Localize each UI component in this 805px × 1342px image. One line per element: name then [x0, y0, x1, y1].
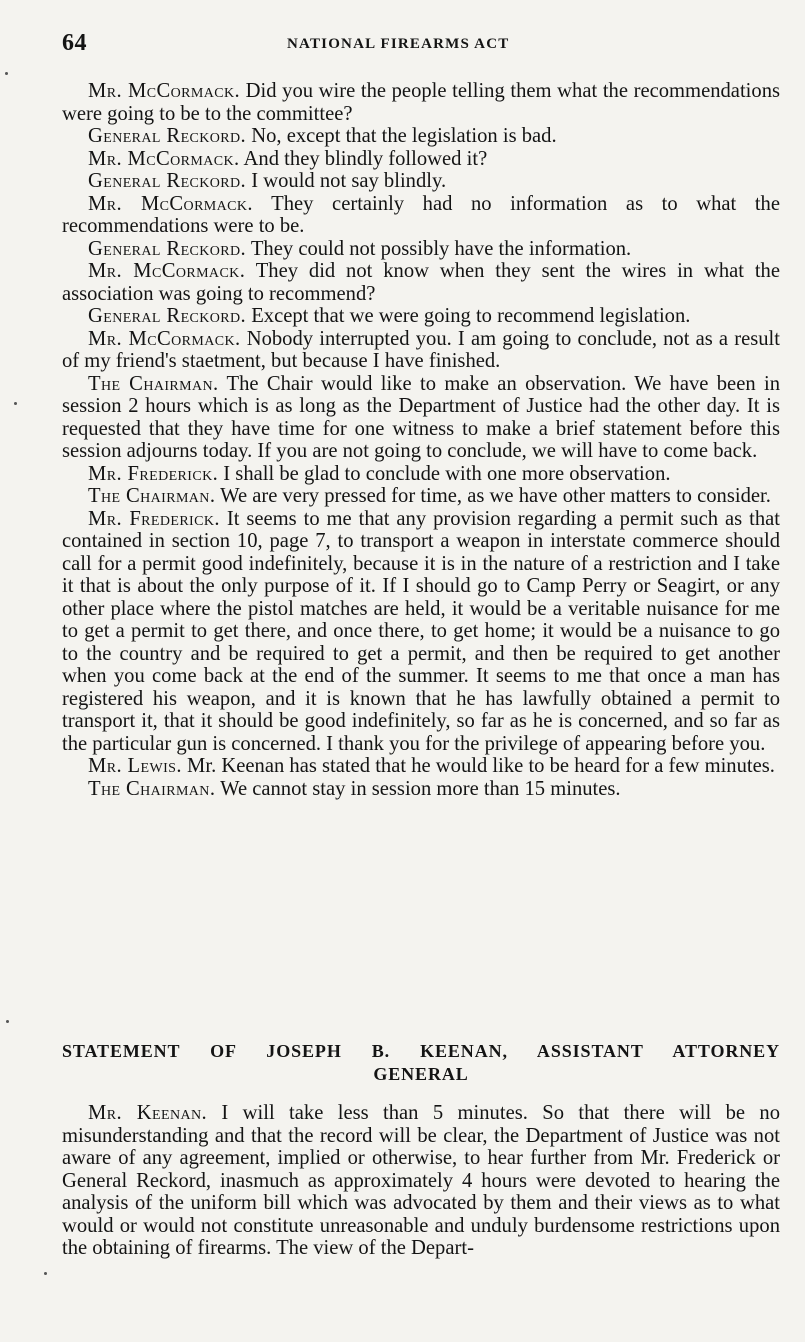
- paragraph: [62, 1102, 780, 1260]
- paragraph-text: Did you wire the people telling them what the recommendations were going to be to the committee?: [62, 80, 780, 125]
- paragraph: [62, 463, 780, 486]
- paragraph-text: Except that we were going to recommend legislation.: [246, 305, 691, 327]
- speaker-name: Mr. Lewis.: [88, 755, 182, 777]
- paragraph: [62, 755, 780, 778]
- paragraph-text: Nobody interrupted you. I am going to conclude, not as a result of my friend's staetment, but because I have finished.: [62, 327, 780, 372]
- paragraph-text: I shall be glad to conclude with one more observation.: [218, 462, 671, 485]
- running-title: NATIONAL FIREARMS ACT: [287, 36, 510, 52]
- paragraph: [62, 238, 780, 261]
- paragraph: [62, 193, 780, 238]
- paragraph-text: Mr. Keenan has stated that he would like to be heard for a few minutes.: [181, 755, 775, 777]
- speaker-name: Mr. McCormack.: [88, 80, 241, 102]
- paragraph-text: They certainly had no information as to what the recommendations were to be.: [62, 192, 780, 237]
- paragraph: [62, 485, 780, 508]
- running-head: [62, 30, 780, 58]
- paragraph: [62, 80, 780, 125]
- paragraph: [62, 260, 780, 305]
- paragraph: [62, 305, 780, 328]
- speaker-name: Mr. Frederick.: [88, 462, 219, 485]
- paragraph: [62, 508, 780, 756]
- scan-speck: [14, 402, 17, 405]
- section-heading-line: GENERAL: [373, 1064, 469, 1084]
- paragraph-text: The Chair would like to make an observation. We have been in session 2 hours which is as long as the Department of Justice had the other day. It is requested that they have time for one witness to make a brief statement before this session adjourns today. If you are not going to conclude, we will have to come back.: [62, 372, 780, 462]
- speaker-name: Mr. Keenan.: [88, 1102, 208, 1124]
- paragraph-text: I will take less than 5 minutes. So that there will be no misunderstanding and that the record will be clear, the Department of Justice was not aware of any agreement, implied or otherwise, to hear further from Mr. Frederick or General Reckord, inasmuch as approximately 4 hours were devoted to hearing the analysis of the uniform bill which was advocated by them and their views as to what would or would not constitute unreasonable and unduly burdensome restrictions upon the obtaining of firearms. The view of the Depart-: [62, 1102, 780, 1259]
- paragraph-text: We cannot stay in session more than 15 minutes.: [215, 777, 621, 800]
- paragraph-text: It seems to me that any provision regarding a permit such as that contained in section 10, page 7, to transport a weapon in interstate commerce should call for a permit good indefinitely, because it is in the nature of a restriction and I take it that is about the only purpose of it. If I should go to Camp Perry or Seagirt, or any other place where the pistol matches are held, it would be a veritable nuisance for me to get a permit to get there, and once there, to get home; it would be a nuisance to go to the country and be required to get a permit, and then be required to get another when you come back at the end of the summer. It seems to me that once a man has registered his weapon, and it is known that he has lawfully obtained a permit to transport it, that it should be good indefinitely, so far as he is concerned, and so far as the particular gun is concerned. I thank you for the privilege of appearing before you.: [62, 507, 780, 755]
- speaker-name: Mr. McCormack.: [88, 192, 253, 215]
- speaker-name: Mr. McCormack.: [88, 147, 240, 170]
- speaker-name: Mr. McCormack.: [88, 327, 241, 350]
- speaker-name: General Reckord.: [88, 125, 247, 147]
- speaker-name: The Chairman.: [88, 372, 219, 395]
- paragraph-text: We are very pressed for time, as we have other matters to consider.: [215, 485, 771, 507]
- speaker-name: General Reckord.: [88, 170, 247, 192]
- paragraph: [62, 125, 780, 148]
- speaker-name: The Chairman.: [88, 485, 216, 507]
- paragraph: [62, 373, 780, 463]
- paragraph: [62, 170, 780, 193]
- section-heading: [62, 1040, 780, 1086]
- testimony-body: [62, 80, 780, 800]
- paragraph-text: They could not possibly have the information.: [246, 237, 632, 260]
- section-heading-line: STATEMENT OF JOSEPH B. KEENAN, ASSISTANT ATTORNEY: [62, 1041, 780, 1061]
- scan-speck: [5, 72, 8, 75]
- page-number: 64: [62, 30, 87, 56]
- paragraph: [62, 778, 780, 801]
- paragraph: [62, 148, 780, 171]
- statement-body: [62, 1102, 780, 1260]
- paragraph-text: I would not say blindly.: [246, 170, 447, 192]
- speaker-name: The Chairman.: [88, 777, 216, 800]
- speaker-name: Mr. McCormack.: [88, 260, 246, 282]
- paragraph-text: No, except that the legislation is bad.: [246, 125, 557, 147]
- speaker-name: General Reckord.: [88, 305, 247, 327]
- scan-speck: [44, 1272, 47, 1275]
- speaker-name: General Reckord.: [88, 237, 247, 260]
- paragraph-text: They did not know when they sent the wires in what the association was going to recommend?: [62, 260, 780, 305]
- speaker-name: Mr. Frederick.: [88, 507, 220, 530]
- paragraph: [62, 328, 780, 373]
- paragraph-text: And they blindly followed it?: [239, 147, 488, 170]
- scan-speck: [6, 1020, 9, 1023]
